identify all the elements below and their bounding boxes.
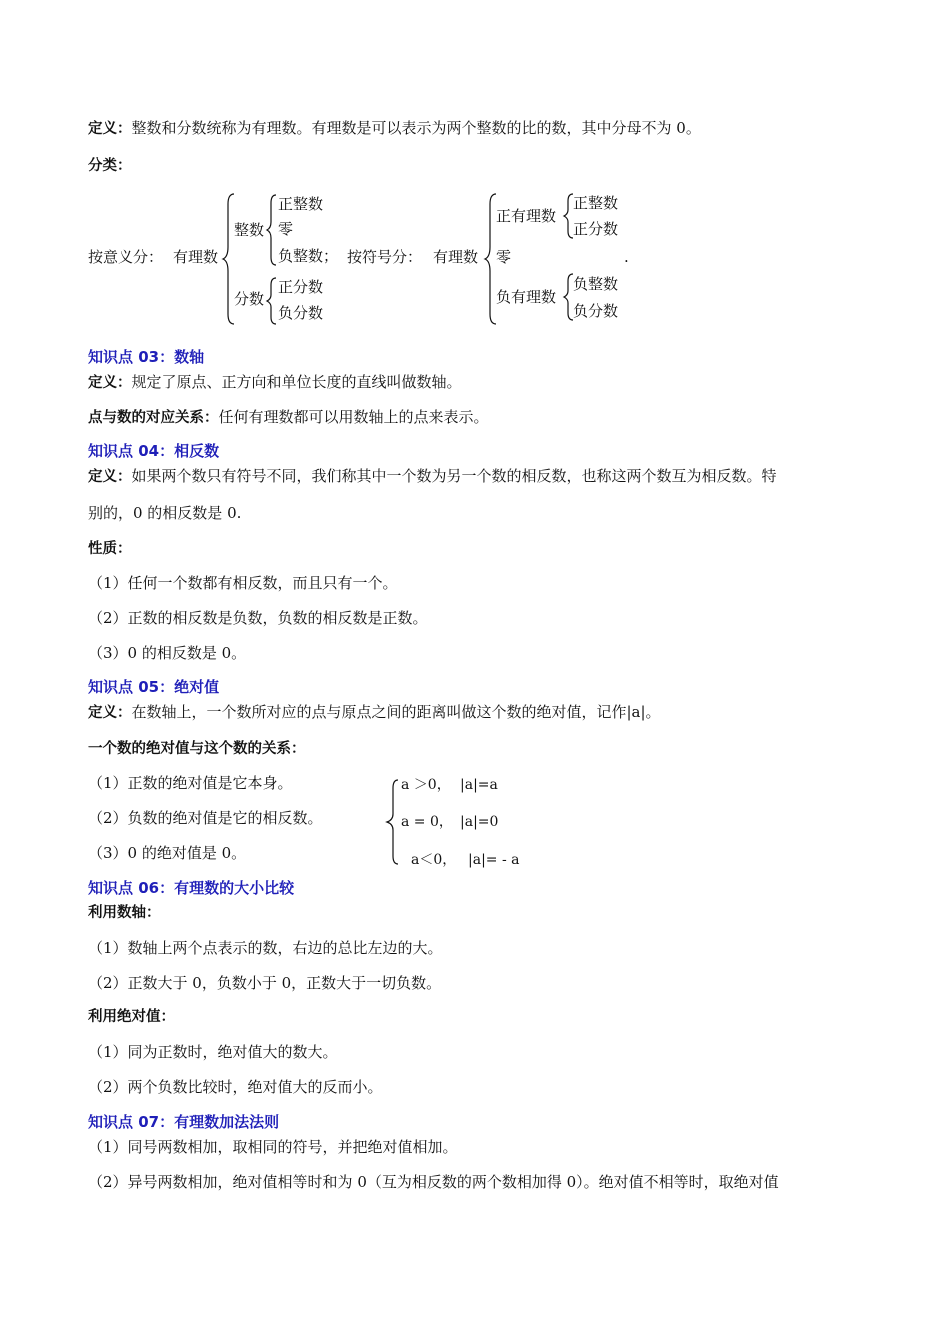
kp04-def-label: 定义： — [88, 469, 132, 485]
neg-frac-leaf-2: 负分数 — [573, 302, 619, 320]
kp04-prop-1: （1）任何一个数都有相反数，而且只有一个。 — [88, 574, 398, 592]
tree-root-2: 有理数 — [433, 248, 479, 266]
neg-int-leaf-2: 负整数 — [573, 275, 619, 293]
kp07-item-2: （2）异号两数相加，绝对值相等时和为 0（互为相反数的两个数相加得 0）。绝对值不相等时，取绝对值 — [88, 1173, 779, 1191]
def-text: 整数和分数统称为有理数。有理数是可以表示为两个整数的比的数，其中分母不为 0。 — [131, 119, 701, 137]
kp05-def-text: 在数轴上，一个数所对应的点与原点之间的距离叫做这个数的绝对值，记作|a|。 — [131, 703, 661, 721]
kp06-axis-label: 利用数轴： — [88, 905, 161, 921]
tree-root: 有理数 — [173, 248, 219, 266]
def-label: 定义： — [88, 121, 132, 137]
case-3-result: |a|= - a — [468, 852, 520, 868]
kp06-abs-item-1: （1）同为正数时，绝对值大的数大。 — [88, 1043, 338, 1061]
kp05-def-label: 定义： — [88, 705, 132, 721]
rational-definition — [88, 118, 701, 139]
neg-int-leaf: 负整数； — [278, 247, 339, 265]
classification-label: 分类： — [88, 158, 132, 174]
kp04-prop-label: 性质： — [88, 541, 132, 557]
pos-frac-leaf-2: 正分数 — [573, 220, 619, 238]
integer-node: 整数 — [234, 221, 265, 239]
case-2-cond: a = 0， — [401, 814, 453, 830]
zero-leaf: 零 — [278, 220, 294, 238]
kp03-rel-label: 点与数的对应关系： — [88, 410, 219, 426]
case-2-result: |a|=0 — [460, 814, 499, 830]
fraction-node: 分数 — [234, 290, 265, 308]
pos-int-leaf-2: 正整数 — [573, 194, 619, 212]
abs-cases-brace — [386, 778, 400, 866]
kp04-prop-3: （3）0 的相反数是 0。 — [88, 644, 247, 662]
case-1-result: |a|=a — [460, 777, 498, 793]
kp04-def-text-1: 如果两个数只有符号不同，我们称其中一个数为另一个数的相反数，也称这两个数互为相反数。特 — [131, 467, 777, 485]
kp07-title: 知识点 07：有理数加法法则 — [88, 1113, 280, 1131]
kp05-definition — [88, 702, 661, 723]
kp03-def-label: 定义： — [88, 375, 132, 391]
integer-brace — [266, 193, 278, 267]
pos-frac-leaf: 正分数 — [278, 278, 324, 296]
neg-frac-leaf: 负分数 — [278, 304, 324, 322]
by-meaning-label: 按意义分： — [88, 248, 164, 266]
kp05-rel-label: 一个数的绝对值与这个数的关系： — [88, 741, 306, 757]
kp06-axis-item-2: （2）正数大于 0，负数小于 0，正数大于一切负数。 — [88, 974, 442, 992]
kp03-rel-text: 任何有理数都可以用数轴上的点来表示。 — [218, 408, 489, 426]
kp07-item-1: （1）同号两数相加，取相同的符号，并把绝对值相加。 — [88, 1138, 458, 1156]
kp03-title: 知识点 03：数轴 — [88, 348, 205, 366]
fraction-brace — [266, 276, 278, 326]
kp03-def-text: 规定了原点、正方向和单位长度的直线叫做数轴。 — [131, 373, 462, 391]
kp04-title: 知识点 04：相反数 — [88, 442, 220, 460]
case-1-cond: a ＞0， — [401, 777, 451, 793]
pos-rational-node: 正有理数 — [496, 207, 557, 225]
pos-int-leaf: 正整数 — [278, 195, 324, 213]
zero-node-2: 零 — [496, 248, 512, 266]
by-sign-label: 按符号分： — [347, 248, 423, 266]
kp04-prop-2: （2）正数的相反数是负数，负数的相反数是正数。 — [88, 609, 428, 627]
neg-rational-node: 负有理数 — [496, 288, 557, 306]
kp06-abs-label: 利用绝对值： — [88, 1009, 175, 1025]
kp05-item-1: （1）正数的绝对值是它本身。 — [88, 774, 293, 792]
kp06-title: 知识点 06：有理数的大小比较 — [88, 879, 295, 897]
kp06-abs-item-2: （2）两个负数比较时，绝对值大的反而小。 — [88, 1078, 383, 1096]
kp06-axis-item-1: （1）数轴上两个点表示的数，右边的总比左边的大。 — [88, 939, 443, 957]
kp05-title: 知识点 05：绝对值 — [88, 678, 220, 696]
kp05-item-2: （2）负数的绝对值是它的相反数。 — [88, 809, 323, 827]
kp04-definition — [88, 466, 777, 487]
kp05-item-3: （3）0 的绝对值是 0。 — [88, 844, 247, 862]
kp03-relation — [88, 407, 489, 428]
period: . — [624, 248, 629, 266]
case-3-cond: a＜0， — [411, 852, 457, 868]
kp03-definition — [88, 372, 462, 393]
kp04-def-text-2: 别的，0 的相反数是 0. — [88, 504, 242, 522]
